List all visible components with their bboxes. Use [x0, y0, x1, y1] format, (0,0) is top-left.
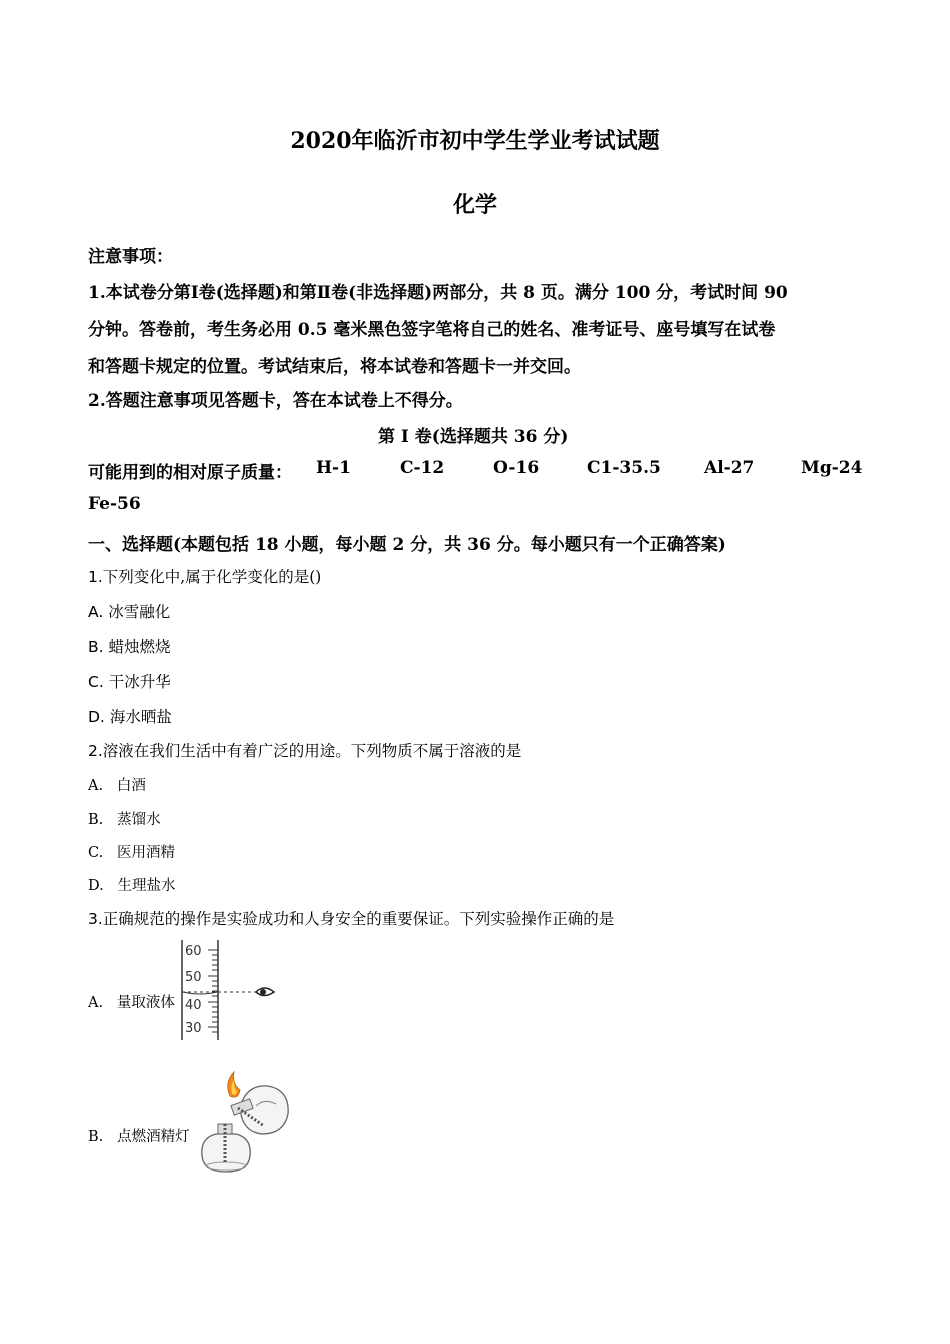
atomic-mass-label: 可能用到的相对原子质量： [88, 463, 292, 483]
atomic-mass-row [88, 458, 868, 482]
atomic-mass-item: C1-35.5 [587, 458, 661, 478]
notes-item2: 2.答题注意事项见答题卡，答在本试卷上不得分。 [88, 391, 463, 411]
eye-icon [256, 988, 274, 996]
question-1 [88, 565, 321, 587]
atomic-mass-item: Mg-24 [801, 458, 863, 478]
question-3 [88, 907, 614, 929]
option-letter: B. [88, 1129, 104, 1145]
atomic-mass-item: C-12 [400, 458, 445, 478]
subject-title: 化学 [452, 192, 497, 218]
flame-icon [228, 1072, 240, 1097]
upright-lamp-icon [202, 1124, 250, 1172]
question-2 [88, 739, 521, 761]
q1-option-a[interactable] [88, 600, 170, 622]
atomic-mass-item: Al-27 [704, 458, 755, 478]
option-text: 冰雪融化 [108, 603, 171, 621]
question-number: 3. [88, 910, 103, 928]
section1-heading: 一、选择题(本题包括 18 小题，每小题 2 分，共 36 分。每小题只有一个正确答案) [88, 535, 726, 555]
option-letter: A. [88, 778, 104, 794]
q2-option-c[interactable] [88, 841, 175, 862]
part1-heading: 第 I 卷(选择题共 36 分) [378, 427, 569, 447]
option-letter: D. [88, 708, 105, 726]
option-letter: B. [88, 638, 104, 656]
cylinder-tick-label: 30 [185, 1021, 202, 1036]
notes-item1-line1: 1.本试卷分第Ⅰ卷(选择题)和第Ⅱ卷(非选择题)两部分，共 8 页。满分 100 分，考试时间 90 [88, 283, 788, 303]
question-stem: 下列变化中,属于化学变化的是() [102, 568, 322, 586]
cylinder-tick-marks [208, 950, 218, 1032]
cylinder-tick-label: 40 [185, 998, 202, 1013]
q2-option-d[interactable] [88, 874, 176, 895]
option-text: 医用酒精 [117, 845, 176, 861]
option-letter: A. [88, 995, 104, 1011]
notes-item1-line2: 分钟。答卷前，考生务必用 0.5 毫米黑色签字笔将自己的姓名、准考证号、座号填写在试卷 [88, 320, 776, 340]
question-stem: 正确规范的操作是实验成功和人身安全的重要保证。下列实验操作正确的是 [102, 910, 615, 928]
option-letter: C. [88, 673, 104, 691]
option-text: 量取液体 [116, 995, 175, 1011]
option-letter: A. [88, 603, 104, 621]
q1-option-d[interactable] [88, 705, 172, 727]
notes-heading: 注意事项： [88, 247, 173, 267]
option-text: 海水晒盐 [109, 708, 172, 726]
alcohol-lamp-figure [194, 1068, 294, 1178]
question-number: 1. [88, 568, 103, 586]
option-text: 生理盐水 [117, 878, 176, 894]
q1-option-b[interactable] [88, 635, 171, 657]
q1-option-c[interactable] [88, 670, 171, 692]
option-text: 白酒 [116, 778, 146, 794]
option-text: 干冰升华 [108, 673, 171, 691]
graduated-cylinder-figure [174, 936, 284, 1044]
cylinder-tick-label: 50 [185, 970, 202, 985]
cylinder-tick-label: 60 [185, 944, 202, 959]
atomic-mass-item: O-16 [493, 458, 540, 478]
exam-title: 2020年临沂市初中学生学业考试试题 [290, 128, 660, 154]
option-letter: C. [88, 845, 104, 861]
option-text: 蜡烛燃烧 [108, 638, 171, 656]
atomic-mass-item: H-1 [316, 458, 351, 478]
atomic-mass-extra: Fe-56 [88, 494, 141, 514]
question-stem: 溶液在我们生活中有着广泛的用途。下列物质不属于溶液的是 [102, 742, 522, 760]
option-letter: B. [88, 812, 104, 828]
q2-option-b[interactable] [88, 808, 161, 829]
option-text: 蒸馏水 [117, 812, 161, 828]
q3-option-a[interactable] [88, 991, 175, 1012]
option-text: 点燃酒精灯 [117, 1129, 190, 1145]
q3-option-b[interactable] [88, 1125, 190, 1146]
option-letter: D. [88, 878, 104, 894]
question-number: 2. [88, 742, 103, 760]
q2-option-a[interactable] [88, 774, 146, 795]
notes-item1-line3: 和答题卡规定的位置。考试结束后，将本试卷和答题卡一并交回。 [88, 357, 581, 377]
